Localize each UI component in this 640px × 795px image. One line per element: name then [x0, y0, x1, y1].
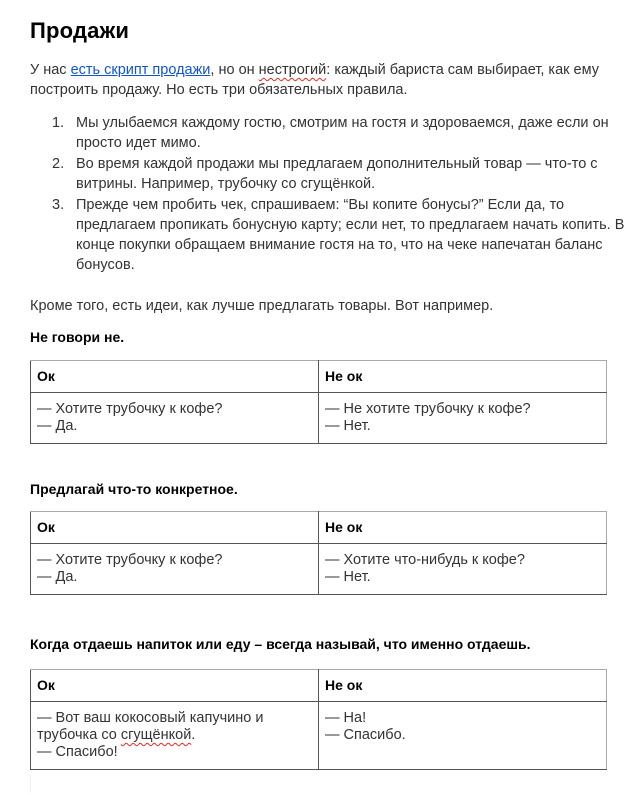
cell-ok	[31, 702, 319, 770]
page-title: Продажи	[30, 18, 130, 43]
cell-not-ok	[319, 393, 607, 444]
dialog-line: — Хотите что-нибудь к кофе?	[325, 552, 525, 568]
dialog-line: — На!	[325, 710, 367, 726]
cell-not-ok	[319, 702, 607, 770]
dialog-line: — Да.	[37, 569, 78, 585]
comparison-table-3	[30, 669, 607, 770]
column-header-ok: Ок	[31, 361, 319, 393]
comparison-table-1	[30, 360, 607, 444]
dialog-line: — Нет.	[325, 418, 371, 434]
rules-list	[30, 113, 636, 276]
dialog-line	[37, 727, 318, 744]
column-header-ok: Ок	[31, 512, 319, 544]
cell-ok	[31, 393, 319, 444]
dialog-line: — Нет.	[325, 569, 371, 585]
dialog-text: .	[191, 727, 196, 743]
table-row	[31, 544, 607, 595]
rule-text: Мы улыбаемся каждому гостю, смотрим на гостя и здороваемся, даже если он просто идет мимо.	[76, 115, 609, 151]
cell-not-ok	[319, 544, 607, 595]
rule-number: 1.	[52, 115, 65, 131]
page-edge-divider	[30, 775, 31, 793]
intro-text-suffix: : каждый бариста сам выбирает, как ему построить продажу. Но есть три обязательных правила.	[30, 62, 599, 98]
column-header-not-ok: Не ок	[319, 512, 607, 544]
column-header-not-ok: Не ок	[319, 670, 607, 702]
section-heading-name-the-item: Когда отдаешь напиток или еду – всегда называй, что именно отдаешь.	[30, 636, 531, 652]
dialog-line: — Спасибо!	[37, 744, 118, 760]
rule-item	[52, 113, 636, 153]
rule-text: Во время каждой продажи мы предлагаем дополнительный товар — что-то с витрины. Например, трубочку со сгущёнкой.	[76, 156, 598, 192]
examples-intro: Кроме того, есть идеи, как лучше предлагать товары. Вот например.	[30, 298, 494, 314]
column-header-not-ok: Не ок	[319, 361, 607, 393]
rule-number: 3.	[52, 197, 65, 213]
cell-ok	[31, 544, 319, 595]
dialog-line: — Спасибо.	[325, 727, 406, 743]
column-header-ok: Ок	[31, 670, 319, 702]
sales-script-link[interactable]: есть скрипт продажи	[70, 62, 211, 78]
dialog-text: трубочка со	[37, 727, 121, 743]
section-heading-dont-say-no: Не говори не.	[30, 329, 125, 345]
dialog-line: — Вот ваш кокосовый капучино и	[37, 710, 264, 726]
rule-item	[52, 154, 636, 194]
misspelled-word[interactable]: нестрогий	[258, 62, 327, 78]
table-header-row	[31, 512, 607, 544]
intro-text-prefix: У нас	[30, 62, 71, 78]
intro-text-mid: , но он	[210, 62, 259, 78]
rule-item	[52, 195, 636, 275]
table-row	[31, 393, 607, 444]
rule-text: Прежде чем пробить чек, спрашиваем: “Вы копите бонусы?” Если да, то предлагаем пропикать бонусную карту; если нет, то предлагаем начать копить. В конце покупки обращаем внимание гостя на то, что на чеке напечатан баланс бонусов.	[76, 197, 625, 273]
dialog-line: — Хотите трубочку к кофе?	[37, 401, 223, 417]
misspelled-word[interactable]: сгущёнкой	[120, 727, 192, 743]
comparison-table-2	[30, 511, 607, 595]
table-header-row	[31, 670, 607, 702]
intro-paragraph	[30, 60, 605, 100]
dialog-line: — Да.	[37, 418, 78, 434]
dialog-line: — Хотите трубочку к кофе?	[37, 552, 223, 568]
dialog-line: — Не хотите трубочку к кофе?	[325, 401, 531, 417]
rule-number: 2.	[52, 156, 65, 172]
table-row	[31, 702, 607, 770]
section-heading-offer-specific: Предлагай что-то конкретное.	[30, 481, 238, 497]
table-header-row	[31, 361, 607, 393]
